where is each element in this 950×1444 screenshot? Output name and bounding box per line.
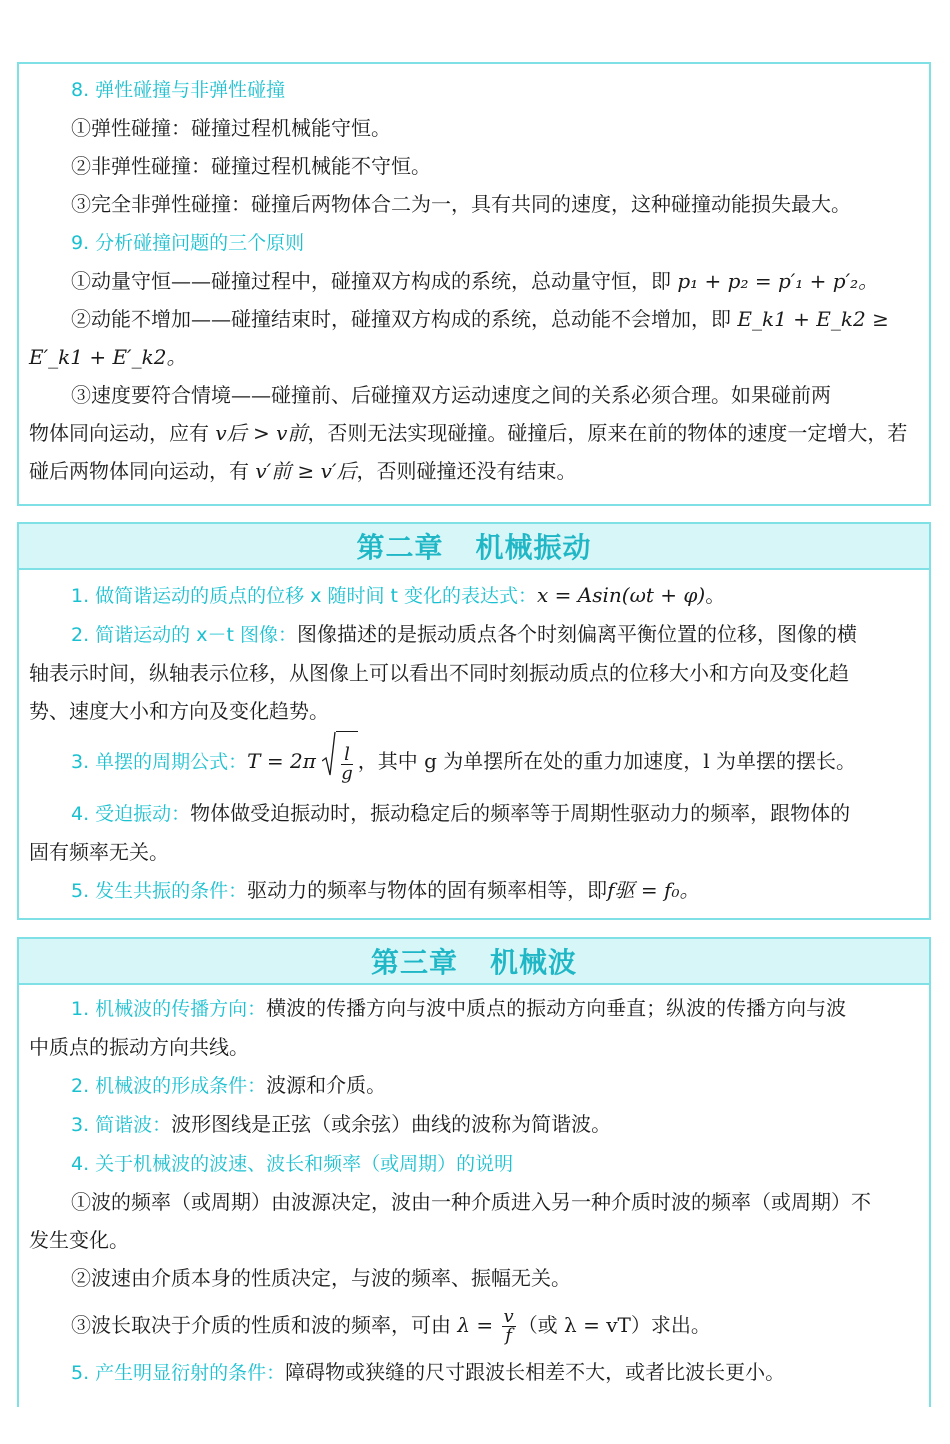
ch2-item-2: 2. 简谐运动的 x－t 图像：图像描述的是振动质点各个时刻偏离平衡位置的位移，图像的横 (71, 622, 857, 646)
s9-line-3c: 碰后两物体同向运动，有 v′前 ≥ v′后，否则碰撞还没有结束。 (29, 459, 577, 483)
chapter-2-banner (19, 524, 929, 570)
s8-title: 8. 弹性碰撞与非弹性碰撞 (71, 79, 286, 101)
ch3-item-1b: 中质点的振动方向共线。 (29, 1035, 249, 1059)
chapter-2-title: 第二章 机械振动 (356, 531, 592, 564)
s9-line-3a: ③速度要符合情境——碰撞前、后碰撞双方运动速度之间的关系必须合理。如果碰前两 (71, 383, 831, 407)
s9-line-2: ②动能不增加——碰撞结束时，碰撞双方构成的系统，总动能不会增加，即 E_k1 + E_k2 ≥ (71, 307, 889, 331)
s9-line-2b: E′_k1 + E′_k2。 (29, 345, 187, 369)
s9-title: 9. 分析碰撞问题的三个原则 (71, 232, 305, 254)
s9-line-1: ①动量守恒——碰撞过程中，碰撞双方构成的系统，总动量守恒，即 p₁ + p₂ = p′₁ + p′₂。 (71, 269, 879, 293)
s8-line-1: ①弹性碰撞：碰撞过程机械能守恒。 (71, 116, 391, 140)
ch3-item-4-l3: ③波长取决于介质的性质和波的频率，可由 λ = $\frac{v}{f}$ （或 λ = vT）求出。 (71, 1306, 711, 1346)
wavelength-fraction: $\frac{v}{f}$ (503, 1306, 514, 1346)
chapter-3-title: 第三章 机械波 (370, 946, 578, 979)
ch2-item-2c: 势、速度大小和方向及变化趋势。 (29, 699, 329, 723)
ch2-item-5: 5. 发生共振的条件：驱动力的频率与物体的固有频率相等，即f驱 = f₀。 (71, 878, 700, 902)
ch2-item-3: 3. 单摆的周期公式：T = 2π $\frac{l}{g}$ ，其中 g 为单摆所在处的重力加速度，l 为单摆的摆长。 (29, 730, 919, 794)
s8-line-2: ②非弹性碰撞：碰撞过程机械能不守恒。 (71, 154, 431, 178)
ch3-item-4: 4. 关于机械波的波速、波长和频率（或周期）的说明 (71, 1153, 514, 1175)
ch2-item-4b: 固有频率无关。 (29, 840, 169, 864)
chapter-3-banner (19, 939, 929, 985)
ch2-item-1: 1. 做简谐运动的质点的位移 x 随时间 t 变化的表达式：x = Asin(ωt + φ)。 (71, 583, 726, 607)
ch2-item-4: 4. 受迫振动：物体做受迫振动时，振动稳定后的频率等于周期性驱动力的频率，跟物体的 (71, 801, 851, 825)
ch3-item-2: 2. 机械波的形成条件：波源和介质。 (71, 1073, 387, 1097)
section-collision-continued (17, 62, 931, 506)
ch3-item-5: 5. 产生明显衍射的条件：障碍物或狭缝的尺寸跟波长相差不大，或者比波长更小。 (71, 1360, 786, 1384)
ch3-item-3: 3. 简谐波：波形图线是正弦（或余弦）曲线的波称为简谐波。 (71, 1112, 612, 1136)
ch3-item-4-l1b: 发生变化。 (29, 1228, 129, 1252)
s9-line-3b: 物体同向运动，应有 v后 > v前，否则无法实现碰撞。碰撞后，原来在前的物体的速度一定增大，若 (29, 421, 908, 445)
sqrt-sign: $\frac{l}{g}$ (322, 731, 358, 794)
ch3-item-1: 1. 机械波的传播方向：横波的传播方向与波中质点的振动方向垂直；纵波的传播方向与波 (71, 996, 847, 1020)
ch2-item-2b: 轴表示时间，纵轴表示位移，从图像上可以看出不同时刻振动质点的位移大小和方向及变化趋 (29, 661, 849, 685)
s8-line-3: ③完全非弹性碰撞：碰撞后两物体合二为一，具有共同的速度，这种碰撞动能损失最大。 (71, 192, 851, 216)
ch3-item-4-l2: ②波速由介质本身的性质决定，与波的频率、振幅无关。 (71, 1266, 571, 1290)
ch3-item-4-l1: ①波的频率（或周期）由波源决定，波由一种介质进入另一种介质时波的频率（或周期）不 (71, 1190, 871, 1214)
chapter-2-box (17, 522, 931, 920)
chapter-3-box (17, 937, 931, 1407)
